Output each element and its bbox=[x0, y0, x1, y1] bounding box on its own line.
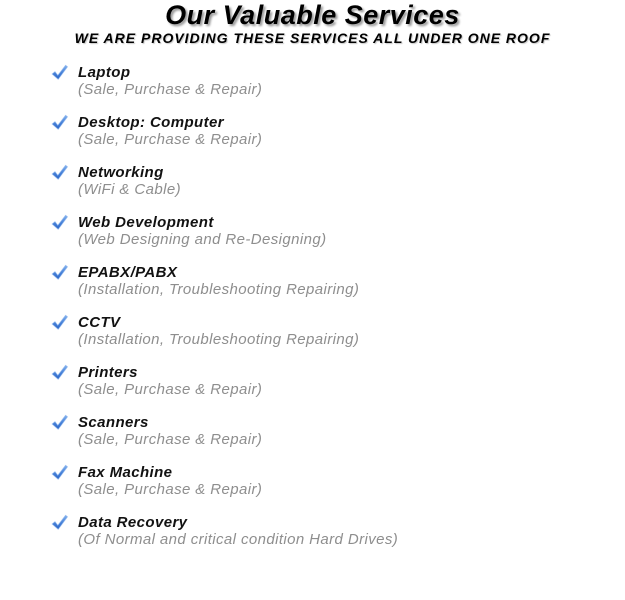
service-name: Scanners bbox=[78, 414, 149, 431]
check-icon bbox=[50, 414, 69, 431]
list-item bbox=[50, 464, 625, 498]
service-name: Laptop bbox=[78, 64, 131, 81]
service-text bbox=[78, 364, 262, 398]
list-item bbox=[50, 64, 625, 98]
check-icon bbox=[50, 314, 69, 331]
service-detail: (WiFi & Cable) bbox=[78, 181, 181, 198]
service-name: Fax Machine bbox=[78, 464, 173, 481]
check-icon bbox=[50, 114, 69, 131]
service-detail: (Sale, Purchase & Repair) bbox=[78, 81, 263, 98]
check-icon bbox=[50, 164, 69, 181]
service-text bbox=[78, 164, 181, 198]
service-text bbox=[78, 464, 262, 498]
service-name: CCTV bbox=[78, 314, 121, 331]
list-item bbox=[50, 164, 625, 198]
check-icon bbox=[50, 364, 69, 381]
list-item bbox=[50, 514, 625, 548]
service-text bbox=[78, 314, 359, 348]
service-text bbox=[78, 114, 262, 148]
service-detail: (Installation, Troubleshooting Repairing) bbox=[78, 331, 360, 348]
page-title: Our Valuable Services bbox=[165, 0, 460, 30]
service-detail: (Sale, Purchase & Repair) bbox=[78, 131, 263, 148]
service-name: EPABX/PABX bbox=[78, 264, 178, 281]
service-detail: (Web Designing and Re-Designing) bbox=[78, 231, 327, 248]
list-item bbox=[50, 414, 625, 448]
service-name: Data Recovery bbox=[78, 514, 188, 531]
list-item bbox=[50, 214, 625, 248]
service-text bbox=[78, 64, 262, 98]
service-name: Printers bbox=[78, 364, 138, 381]
check-icon bbox=[50, 264, 69, 281]
service-detail: (Sale, Purchase & Repair) bbox=[78, 481, 263, 498]
service-text bbox=[78, 264, 359, 298]
service-detail: (Of Normal and critical condition Hard Drives) bbox=[78, 531, 399, 548]
service-text bbox=[78, 214, 326, 248]
service-detail: (Sale, Purchase & Repair) bbox=[78, 431, 263, 448]
list-item bbox=[50, 264, 625, 298]
service-detail: (Sale, Purchase & Repair) bbox=[78, 381, 263, 398]
list-item bbox=[50, 114, 625, 148]
check-icon bbox=[50, 514, 69, 531]
service-list bbox=[0, 64, 625, 548]
page-subtitle: WE ARE PROVIDING THESE SERVICES ALL UNDER ONE ROOF bbox=[74, 30, 551, 46]
service-detail: (Installation, Troubleshooting Repairing) bbox=[78, 281, 360, 298]
service-name: Networking bbox=[78, 164, 164, 181]
check-icon bbox=[50, 64, 69, 81]
service-name: Web Development bbox=[78, 214, 214, 231]
list-item bbox=[50, 364, 625, 398]
check-icon bbox=[50, 464, 69, 481]
check-icon bbox=[50, 214, 69, 231]
service-text bbox=[78, 414, 262, 448]
service-name: Desktop: Computer bbox=[78, 114, 224, 131]
list-item bbox=[50, 314, 625, 348]
service-text bbox=[78, 514, 398, 548]
